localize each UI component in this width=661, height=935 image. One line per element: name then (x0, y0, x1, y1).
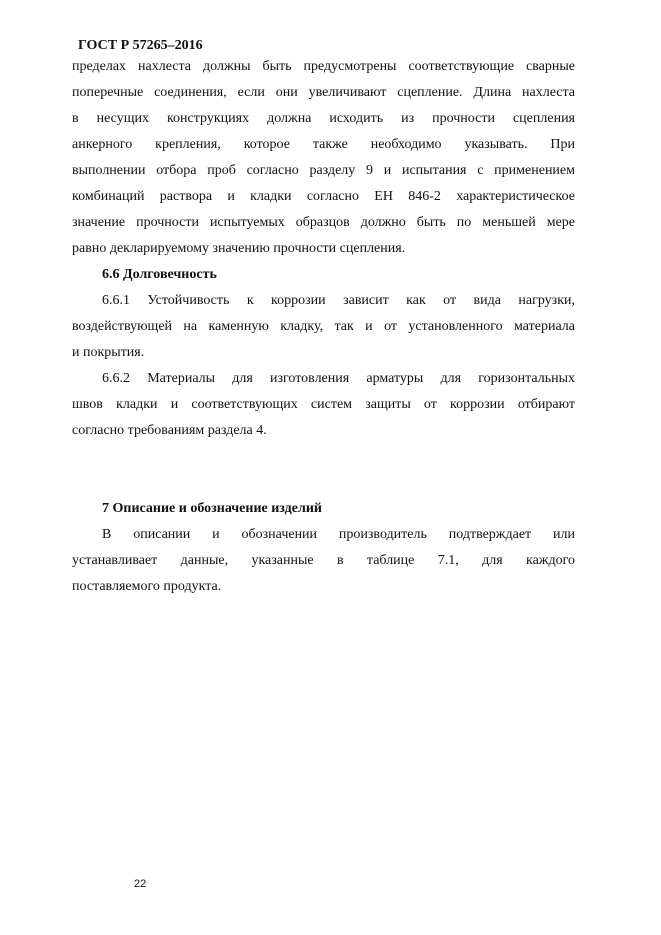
text-line: воздействующей на каменную кладку, так и от установленного материала (72, 319, 575, 334)
page-body (72, 54, 575, 600)
section-7-heading: 7 Описание и обозначение изделий (102, 501, 322, 516)
text-line: пределах нахлеста должны быть предусмотрены соответствующие сварные (72, 59, 575, 74)
text-line: равно декларируемому значению прочности сцепления. (72, 241, 406, 256)
section-6-6-heading: 6.6 Долговечность (102, 267, 217, 282)
text-line: значение прочности испытуемых образцов должно быть по меньшей мере (72, 215, 575, 230)
text-line: швов кладки и соответствующих систем защиты от коррозии отбирают (72, 397, 575, 412)
section-spacer (72, 444, 575, 496)
text-line: В описании и обозначении производитель подтверждает или (102, 527, 575, 542)
page-number: 22 (134, 878, 147, 890)
text-line: 6.6.2 Материалы для изготовления арматуры для горизонтальных (102, 371, 575, 386)
text-line: поставляемого продукта. (72, 579, 222, 594)
text-line: устанавливает данные, указанные в таблице 7.1, для каждого (72, 553, 575, 568)
text-line: в несущих конструкциях должна исходить из прочности сцепления (72, 111, 575, 126)
text-line: согласно требованиям раздела 4. (72, 423, 267, 438)
document-code: ГОСТ Р 57265–2016 (78, 38, 203, 53)
text-line: 6.6.1 Устойчивость к коррозии зависит как от вида нагрузки, (102, 293, 575, 308)
text-line: и покрытия. (72, 345, 145, 360)
text-line: анкерного крепления, которое также необходимо указывать. При (72, 137, 575, 152)
text-line: выполнении отбора проб согласно разделу 9 и испытания с применением (72, 163, 575, 178)
text-line: комбинаций раствора и кладки согласно ЕН 846-2 характеристическое (72, 189, 575, 204)
text-line: поперечные соединения, если они увеличивают сцепление. Длина нахлеста (72, 85, 575, 100)
